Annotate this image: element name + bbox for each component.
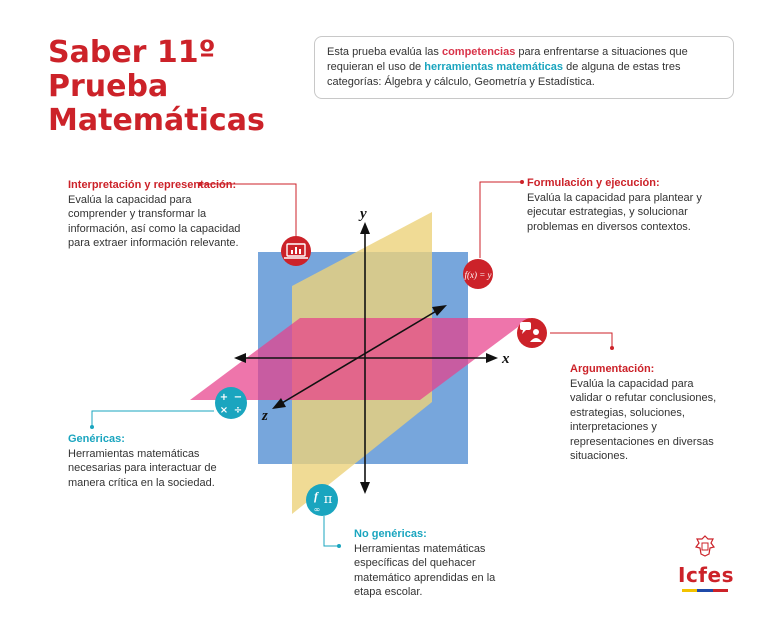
- y-axis-arrow-up: [360, 222, 370, 234]
- connector-dot-argumentacion: [610, 346, 614, 350]
- interpretacion-block: [68, 178, 243, 251]
- genericas-text: Herramientas matemáticas necesarias para interactuar de manera crítica en la sociedad.: [68, 447, 217, 489]
- svg-text:−: −: [233, 392, 243, 403]
- svg-text:π: π: [323, 492, 333, 507]
- connector-argumentacion: [550, 333, 612, 347]
- interpretacion-text: Evalúa la capacidad para comprender y transformar la información, así como la capacidad para extraer información relevante.: [68, 193, 241, 249]
- y-axis-arrow-down: [360, 482, 370, 494]
- x-axis-arrow-left: [234, 353, 246, 363]
- svg-text:+: +: [219, 392, 229, 403]
- speech-person-icon: [517, 318, 547, 348]
- formulacion-heading: Formulación y ejecución:: [527, 177, 660, 189]
- no-genericas-block: [354, 527, 524, 600]
- connector-genericas: [92, 411, 214, 426]
- connector-formulacion: [480, 182, 522, 258]
- title-line-2: Prueba: [48, 69, 169, 104]
- connector-dot-no-genericas: [337, 544, 341, 548]
- intro-text-1: Esta prueba evalúa las: [327, 46, 442, 58]
- formulacion-text: Evalúa la capacidad para plantear y ejecutar estrategias, y solucionar problemas en diversos contextos.: [527, 191, 702, 233]
- title-line-3: Matemáticas: [48, 103, 265, 138]
- svg-text:÷: ÷: [233, 405, 243, 416]
- argumentacion-text: Evalúa la capacidad para validar o refutar conclusiones, estrategias, soluciones, interpretaciones y representaciones en diversas situaciones.: [570, 377, 717, 462]
- y-axis-label: y: [360, 206, 367, 222]
- intro-text-3: de alguna de estas tres categorías: Álgebra y cálculo, Geometría y Estadística.: [327, 61, 681, 88]
- math-symbols-icon: [306, 484, 338, 516]
- title-line-1: Saber 11º: [48, 35, 216, 70]
- svg-text:×: ×: [219, 405, 229, 416]
- no-genericas-heading: No genéricas:: [354, 528, 427, 540]
- connector-no-genericas: [324, 516, 338, 546]
- formulacion-block: [527, 176, 722, 234]
- function-icon-text: f(x) = y: [464, 270, 492, 280]
- no-genericas-text: Herramientas matemáticas específicas del quehacer matemático aprendidas en la etapa escolar.: [354, 542, 496, 598]
- coat-of-arms-icon: [692, 534, 718, 558]
- flag-stripe: [682, 589, 728, 592]
- argumentacion-block: [570, 362, 720, 464]
- chart-screen-icon: [281, 236, 311, 266]
- x-axis-label: x: [502, 351, 510, 367]
- intro-highlight-herramientas: herramientas matemáticas: [424, 61, 564, 73]
- connector-dot-formulacion: [520, 180, 524, 184]
- interpretacion-heading: Interpretación y representación:: [68, 179, 237, 191]
- intro-highlight-competencias: competencias: [441, 46, 516, 58]
- arithmetic-operations-icon: [215, 387, 247, 419]
- genericas-heading: Genéricas:: [68, 433, 125, 445]
- connector-dot-genericas: [90, 425, 94, 429]
- svg-text:f: f: [314, 489, 318, 503]
- svg-text:∞: ∞: [313, 505, 321, 514]
- intro-text-2: para enfrentarse a situaciones que requieran el uso de: [327, 46, 688, 73]
- x-axis-arrow-right: [486, 353, 498, 363]
- logo-text: Icfes: [678, 563, 734, 587]
- z-axis-label: z: [262, 408, 268, 424]
- genericas-block: [68, 432, 240, 490]
- function-icon: [463, 259, 493, 289]
- icfes-logo: [678, 534, 732, 592]
- argumentacion-heading: Argumentación:: [570, 363, 655, 375]
